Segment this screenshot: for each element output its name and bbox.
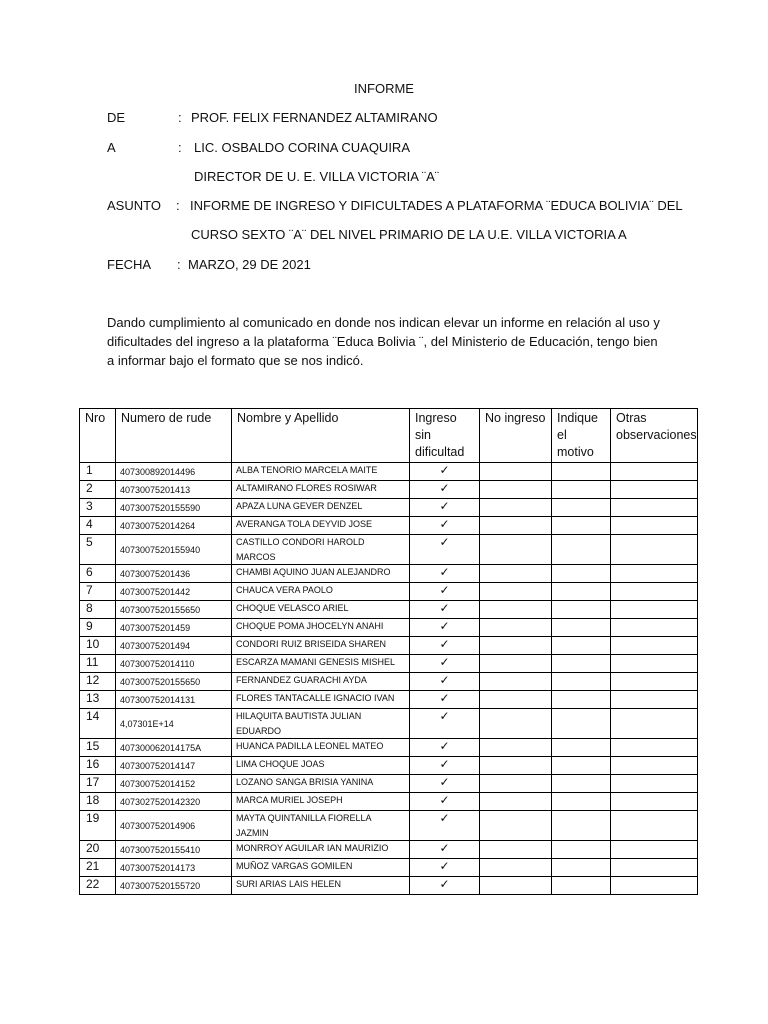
table-row — [80, 841, 698, 859]
cell-ingreso-check: ✓ — [410, 877, 480, 895]
cell-nro: 4 — [80, 517, 116, 535]
cell-no-ingreso — [480, 517, 552, 535]
intro-paragraph: Dando cumplimiento al comunicado en donde nos indican elevar un informe en relación al uso y dificultades del ingreso a la plataforma ¨Educa Bolivia ¨, del Ministerio de Educación, tengo bien a informar bajo el formato que se nos indicó. — [107, 315, 660, 368]
cell-observaciones — [611, 481, 698, 499]
cell-no-ingreso — [480, 691, 552, 709]
cell-observaciones — [611, 583, 698, 601]
cell-rude: 407300892014496 — [116, 463, 232, 481]
cell-motivo — [552, 535, 611, 565]
cell-observaciones — [611, 793, 698, 811]
table-row — [80, 739, 698, 757]
cell-motivo — [552, 601, 611, 619]
cell-observaciones — [611, 499, 698, 517]
cell-no-ingreso — [480, 793, 552, 811]
cell-name: CHOQUE VELASCO ARIEL — [232, 601, 410, 619]
cell-no-ingreso — [480, 535, 552, 565]
cell-rude: 4073007520155720 — [116, 877, 232, 895]
cell-rude: 4073007520155650 — [116, 601, 232, 619]
cell-observaciones — [611, 535, 698, 565]
table-row — [80, 499, 698, 517]
header-de-label: DE — [107, 110, 126, 125]
cell-no-ingreso — [480, 499, 552, 517]
cell-no-ingreso — [480, 619, 552, 637]
cell-rude: 4,07301E+14 — [116, 709, 232, 739]
cell-rude: 4073007520155650 — [116, 673, 232, 691]
header-fecha-value: MARZO, 29 DE 2021 — [188, 257, 311, 272]
cell-motivo — [552, 673, 611, 691]
header-asunto-value: INFORME DE INGRESO Y DIFICULTADES A PLATAFORMA ¨EDUCA BOLIVIA¨ DEL — [190, 198, 683, 213]
cell-observaciones — [611, 655, 698, 673]
cell-observaciones — [611, 673, 698, 691]
cell-name: MARCA MURIEL JOSEPH — [232, 793, 410, 811]
table-row — [80, 619, 698, 637]
cell-observaciones — [611, 775, 698, 793]
cell-nro: 14 — [80, 709, 116, 739]
cell-observaciones — [611, 619, 698, 637]
cell-nro: 6 — [80, 565, 116, 583]
cell-observaciones — [611, 877, 698, 895]
cell-no-ingreso — [480, 877, 552, 895]
cell-nro: 11 — [80, 655, 116, 673]
cell-motivo — [552, 859, 611, 877]
cell-name: CHAUCA VERA PAOLO — [232, 583, 410, 601]
cell-observaciones — [611, 811, 698, 841]
cell-name: FERNANDEZ GUARACHI AYDA — [232, 673, 410, 691]
header-a-value: LIC. OSBALDO CORINA CUAQUIRA — [194, 140, 410, 155]
table-row — [80, 859, 698, 877]
cell-motivo — [552, 481, 611, 499]
header-fecha-label: FECHA — [107, 257, 152, 272]
cell-nro: 16 — [80, 757, 116, 775]
cell-ingreso-check: ✓ — [410, 793, 480, 811]
col-header-rude: Numero de rude — [116, 409, 232, 463]
cell-name: LIMA CHOQUE JOAS — [232, 757, 410, 775]
header-asunto-label: ASUNTO — [107, 198, 161, 213]
cell-ingreso-check: ✓ — [410, 811, 480, 841]
cell-name: MAYTA QUINTANILLA FIORELLA JAZMIN — [232, 811, 410, 841]
cell-ingreso-check: ✓ — [410, 637, 480, 655]
col-header-no-ingreso: No ingreso — [480, 409, 552, 463]
cell-motivo — [552, 637, 611, 655]
col-header-nro: Nro — [80, 409, 116, 463]
cell-ingreso-check: ✓ — [410, 739, 480, 757]
cell-observaciones — [611, 517, 698, 535]
header-a-value-line2: DIRECTOR DE U. E. VILLA VICTORIA ¨A¨ — [194, 169, 440, 184]
cell-name: APAZA LUNA GEVER DENZEL — [232, 499, 410, 517]
cell-name: MUÑOZ VARGAS GOMILEN — [232, 859, 410, 877]
cell-ingreso-check: ✓ — [410, 673, 480, 691]
cell-rude: 407300752014264 — [116, 517, 232, 535]
cell-ingreso-check: ✓ — [410, 517, 480, 535]
table-row — [80, 673, 698, 691]
cell-name: HUANCA PADILLA LEONEL MATEO — [232, 739, 410, 757]
cell-nro: 19 — [80, 811, 116, 841]
cell-ingreso-check: ✓ — [410, 499, 480, 517]
cell-ingreso-check: ✓ — [410, 565, 480, 583]
cell-nro: 10 — [80, 637, 116, 655]
cell-motivo — [552, 655, 611, 673]
cell-name: LOZANO SANGA BRISIA YANINA — [232, 775, 410, 793]
cell-name: CHAMBI AQUINO JUAN ALEJANDRO — [232, 565, 410, 583]
cell-ingreso-check: ✓ — [410, 601, 480, 619]
cell-name: CASTILLO CONDORI HAROLD MARCOS — [232, 535, 410, 565]
cell-no-ingreso — [480, 673, 552, 691]
cell-observaciones — [611, 859, 698, 877]
cell-nro: 22 — [80, 877, 116, 895]
table-row — [80, 601, 698, 619]
cell-name: MONRROY AGUILAR IAN MAURIZIO — [232, 841, 410, 859]
cell-rude: 4073007520155590 — [116, 499, 232, 517]
table-row — [80, 793, 698, 811]
col-header-ingreso: Ingreso sin dificultad — [410, 409, 480, 463]
cell-motivo — [552, 463, 611, 481]
cell-name: ESCARZA MAMANI GENESIS MISHEL — [232, 655, 410, 673]
cell-observaciones — [611, 691, 698, 709]
table-row — [80, 481, 698, 499]
cell-rude: 407300752014147 — [116, 757, 232, 775]
cell-nro: 17 — [80, 775, 116, 793]
cell-no-ingreso — [480, 775, 552, 793]
cell-nro: 5 — [80, 535, 116, 565]
cell-name: CONDORI RUIZ BRISEIDA SHAREN — [232, 637, 410, 655]
table-row — [80, 757, 698, 775]
cell-rude: 407300752014152 — [116, 775, 232, 793]
cell-observaciones — [611, 565, 698, 583]
cell-name: AVERANGA TOLA DEYVID JOSE — [232, 517, 410, 535]
cell-observaciones — [611, 637, 698, 655]
cell-nro: 3 — [80, 499, 116, 517]
cell-motivo — [552, 775, 611, 793]
cell-ingreso-check: ✓ — [410, 463, 480, 481]
table-row — [80, 877, 698, 895]
cell-no-ingreso — [480, 583, 552, 601]
cell-no-ingreso — [480, 859, 552, 877]
table-row — [80, 517, 698, 535]
table-row — [80, 565, 698, 583]
cell-ingreso-check: ✓ — [410, 757, 480, 775]
cell-nro: 18 — [80, 793, 116, 811]
cell-rude: 407300752014906 — [116, 811, 232, 841]
cell-name: FLORES TANTACALLE IGNACIO IVAN — [232, 691, 410, 709]
cell-no-ingreso — [480, 655, 552, 673]
table-row — [80, 811, 698, 841]
student-table — [79, 408, 698, 895]
cell-name: ALTAMIRANO FLORES ROSIWAR — [232, 481, 410, 499]
table-row — [80, 691, 698, 709]
cell-ingreso-check: ✓ — [410, 619, 480, 637]
cell-motivo — [552, 877, 611, 895]
cell-rude: 407300752014131 — [116, 691, 232, 709]
header-de-value: PROF. FELIX FERNANDEZ ALTAMIRANO — [191, 110, 438, 125]
col-header-name: Nombre y Apellido — [232, 409, 410, 463]
cell-motivo — [552, 583, 611, 601]
cell-nro: 9 — [80, 619, 116, 637]
cell-no-ingreso — [480, 739, 552, 757]
cell-ingreso-check: ✓ — [410, 535, 480, 565]
cell-no-ingreso — [480, 841, 552, 859]
header-asunto-colon: : — [176, 198, 180, 213]
table-row — [80, 583, 698, 601]
cell-motivo — [552, 739, 611, 757]
cell-observaciones — [611, 739, 698, 757]
cell-ingreso-check: ✓ — [410, 583, 480, 601]
cell-name: CHOQUE POMA JHOCELYN ANAHI — [232, 619, 410, 637]
table-row — [80, 775, 698, 793]
cell-motivo — [552, 691, 611, 709]
cell-nro: 21 — [80, 859, 116, 877]
header-de-colon: : — [178, 110, 182, 125]
cell-no-ingreso — [480, 565, 552, 583]
table-header-row — [80, 409, 698, 463]
cell-rude: 407300062014175A — [116, 739, 232, 757]
cell-motivo — [552, 841, 611, 859]
cell-rude: 40730075201494 — [116, 637, 232, 655]
cell-no-ingreso — [480, 463, 552, 481]
cell-nro: 1 — [80, 463, 116, 481]
cell-observaciones — [611, 757, 698, 775]
cell-nro: 7 — [80, 583, 116, 601]
cell-no-ingreso — [480, 481, 552, 499]
table-row — [80, 709, 698, 739]
cell-name: SURI ARIAS LAIS HELEN — [232, 877, 410, 895]
cell-ingreso-check: ✓ — [410, 481, 480, 499]
cell-ingreso-check: ✓ — [410, 655, 480, 673]
cell-nro: 8 — [80, 601, 116, 619]
table-row — [80, 463, 698, 481]
cell-no-ingreso — [480, 637, 552, 655]
cell-rude: 407300752014173 — [116, 859, 232, 877]
cell-nro: 13 — [80, 691, 116, 709]
header-fecha-colon: : — [177, 257, 181, 272]
cell-nro: 12 — [80, 673, 116, 691]
cell-rude: 40730075201436 — [116, 565, 232, 583]
cell-motivo — [552, 793, 611, 811]
header-a-label: A — [107, 140, 116, 155]
cell-no-ingreso — [480, 811, 552, 841]
header-asunto-value-line2: CURSO SEXTO ¨A¨ DEL NIVEL PRIMARIO DE LA U.E. VILLA VICTORIA A — [191, 227, 627, 242]
cell-motivo — [552, 757, 611, 775]
cell-rude: 4073007520155940 — [116, 535, 232, 565]
cell-observaciones — [611, 841, 698, 859]
col-header-motivo: Indique el motivo — [552, 409, 611, 463]
cell-rude: 40730075201413 — [116, 481, 232, 499]
cell-ingreso-check: ✓ — [410, 859, 480, 877]
col-header-observaciones: Otras observaciones — [611, 409, 698, 463]
cell-observaciones — [611, 709, 698, 739]
cell-ingreso-check: ✓ — [410, 775, 480, 793]
report-title: INFORME — [354, 81, 414, 96]
cell-rude: 4073007520155410 — [116, 841, 232, 859]
cell-rude: 40730075201442 — [116, 583, 232, 601]
cell-name: HILAQUITA BAUTISTA JULIAN EDUARDO — [232, 709, 410, 739]
table-row — [80, 637, 698, 655]
cell-rude: 4073027520142320 — [116, 793, 232, 811]
header-a-colon: : — [178, 140, 182, 155]
cell-rude: 40730075201459 — [116, 619, 232, 637]
table-row — [80, 535, 698, 565]
cell-motivo — [552, 811, 611, 841]
cell-nro: 15 — [80, 739, 116, 757]
table-row — [80, 655, 698, 673]
cell-no-ingreso — [480, 601, 552, 619]
cell-ingreso-check: ✓ — [410, 691, 480, 709]
cell-nro: 20 — [80, 841, 116, 859]
cell-motivo — [552, 709, 611, 739]
cell-motivo — [552, 619, 611, 637]
cell-motivo — [552, 499, 611, 517]
cell-motivo — [552, 517, 611, 535]
cell-name: ALBA TENORIO MARCELA MAITE — [232, 463, 410, 481]
cell-motivo — [552, 565, 611, 583]
cell-ingreso-check: ✓ — [410, 841, 480, 859]
cell-nro: 2 — [80, 481, 116, 499]
cell-rude: 407300752014110 — [116, 655, 232, 673]
cell-no-ingreso — [480, 757, 552, 775]
cell-no-ingreso — [480, 709, 552, 739]
cell-ingreso-check: ✓ — [410, 709, 480, 739]
cell-observaciones — [611, 463, 698, 481]
cell-observaciones — [611, 601, 698, 619]
